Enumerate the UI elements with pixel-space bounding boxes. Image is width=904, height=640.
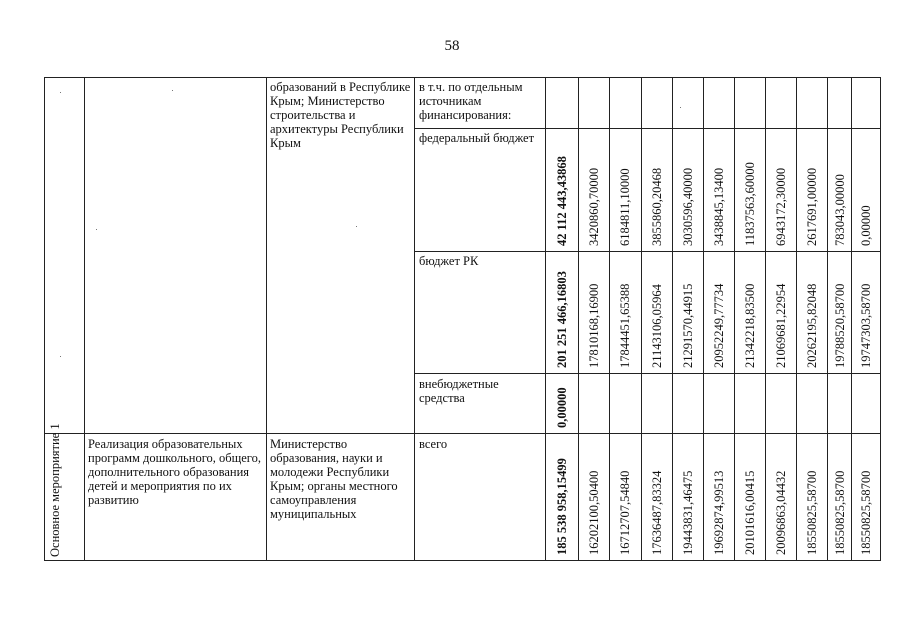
source-extrabudget: внебюджетные средства — [419, 377, 499, 405]
table-top-border — [44, 77, 880, 78]
row-divider — [414, 128, 880, 129]
col-divider — [545, 77, 546, 561]
year-value: 3855860,20468 — [650, 167, 664, 246]
col-divider — [578, 77, 579, 561]
year-value: 6943172,30000 — [774, 167, 788, 246]
total-value: 201 251 466,16803 — [555, 271, 569, 368]
page-number: 58 — [444, 38, 460, 54]
col-divider — [827, 77, 828, 561]
scan-speck — [356, 226, 357, 227]
year-value: 19692874,99513 — [712, 470, 726, 555]
scan-speck — [172, 90, 173, 91]
col-divider — [851, 77, 852, 561]
year-value: 17636487,83324 — [650, 470, 664, 555]
row-divider — [414, 373, 880, 374]
source-rk: бюджет РК — [419, 254, 479, 268]
measure-type-label: Основное мероприятие 1 — [48, 423, 62, 557]
executors-cell: образований в Республике Крым; Министерство строительства и архитектуры Республики Крым — [270, 80, 411, 150]
year-value: 19747303,58700 — [859, 283, 873, 368]
measure-source-cell: всего — [419, 437, 448, 451]
col-divider — [796, 77, 797, 561]
year-value: 21342218,83500 — [743, 283, 757, 368]
year-value: 21069681,22954 — [774, 283, 788, 368]
row-divider — [414, 251, 880, 252]
col-divider — [703, 77, 704, 561]
year-value: 20101616,00415 — [743, 470, 757, 555]
col-divider — [672, 77, 673, 561]
row-divider — [44, 433, 880, 434]
col-divider — [266, 77, 267, 561]
total-value: 42 112 443,43868 — [555, 156, 569, 246]
year-value: 19788520,58700 — [833, 283, 847, 368]
col-divider — [84, 77, 85, 561]
year-value: 16202100,50400 — [587, 470, 601, 555]
total-value: 0,00000 — [555, 387, 569, 428]
year-value: 21143106,05964 — [650, 284, 664, 368]
col-divider — [641, 77, 642, 561]
col-divider — [609, 77, 610, 561]
year-value: 16712707,54840 — [618, 470, 632, 555]
measure-name-cell: Реализация образовательных программ дошкольного, общего, дополнительного образования детей и мероприятия по их развитию — [88, 437, 261, 507]
year-value: 3030596,40000 — [681, 167, 695, 246]
scan-speck — [96, 229, 97, 230]
year-value: 783043,00000 — [833, 174, 847, 246]
col-divider — [734, 77, 735, 561]
source-federal: федеральный бюджет — [419, 131, 535, 145]
year-value: 20952249,77734 — [712, 283, 726, 368]
col-divider — [44, 77, 45, 561]
year-value: 3438845,13400 — [712, 167, 726, 246]
year-value: 18550825,58700 — [805, 470, 819, 555]
funding-intro-cell: в т.ч. по отдельным источникам финансирования: — [419, 80, 523, 122]
year-value: 19443831,46475 — [681, 470, 695, 555]
col-divider — [414, 77, 415, 561]
col-divider — [765, 77, 766, 561]
total-value: 185 538 958,15499 — [555, 458, 569, 555]
year-value: 6184811,10000 — [618, 168, 632, 246]
year-value: 17810168,16900 — [587, 283, 601, 368]
year-value: 11837563,60000 — [743, 162, 757, 246]
year-value: 21291570,44915 — [681, 283, 695, 368]
measure-executors-cell: Министерство образования, науки и молодежи Республики Крым; органы местного самоуправления муниципальных — [270, 437, 398, 521]
year-value: 18550825,58700 — [859, 470, 873, 555]
year-value: 2617691,00000 — [805, 167, 819, 246]
year-value: 18550825,58700 — [833, 470, 847, 555]
scan-speck — [60, 92, 61, 93]
year-value: 20262195,82048 — [805, 283, 819, 368]
year-value: 20096863,04432 — [774, 470, 788, 555]
table-bottom-border — [44, 560, 880, 561]
col-divider — [880, 77, 881, 561]
year-value: 17844451,65388 — [618, 283, 632, 368]
year-value: 3420860,70000 — [587, 167, 601, 246]
scan-speck — [60, 356, 61, 357]
year-value: 0,00000 — [859, 205, 873, 246]
scan-speck — [680, 107, 681, 108]
